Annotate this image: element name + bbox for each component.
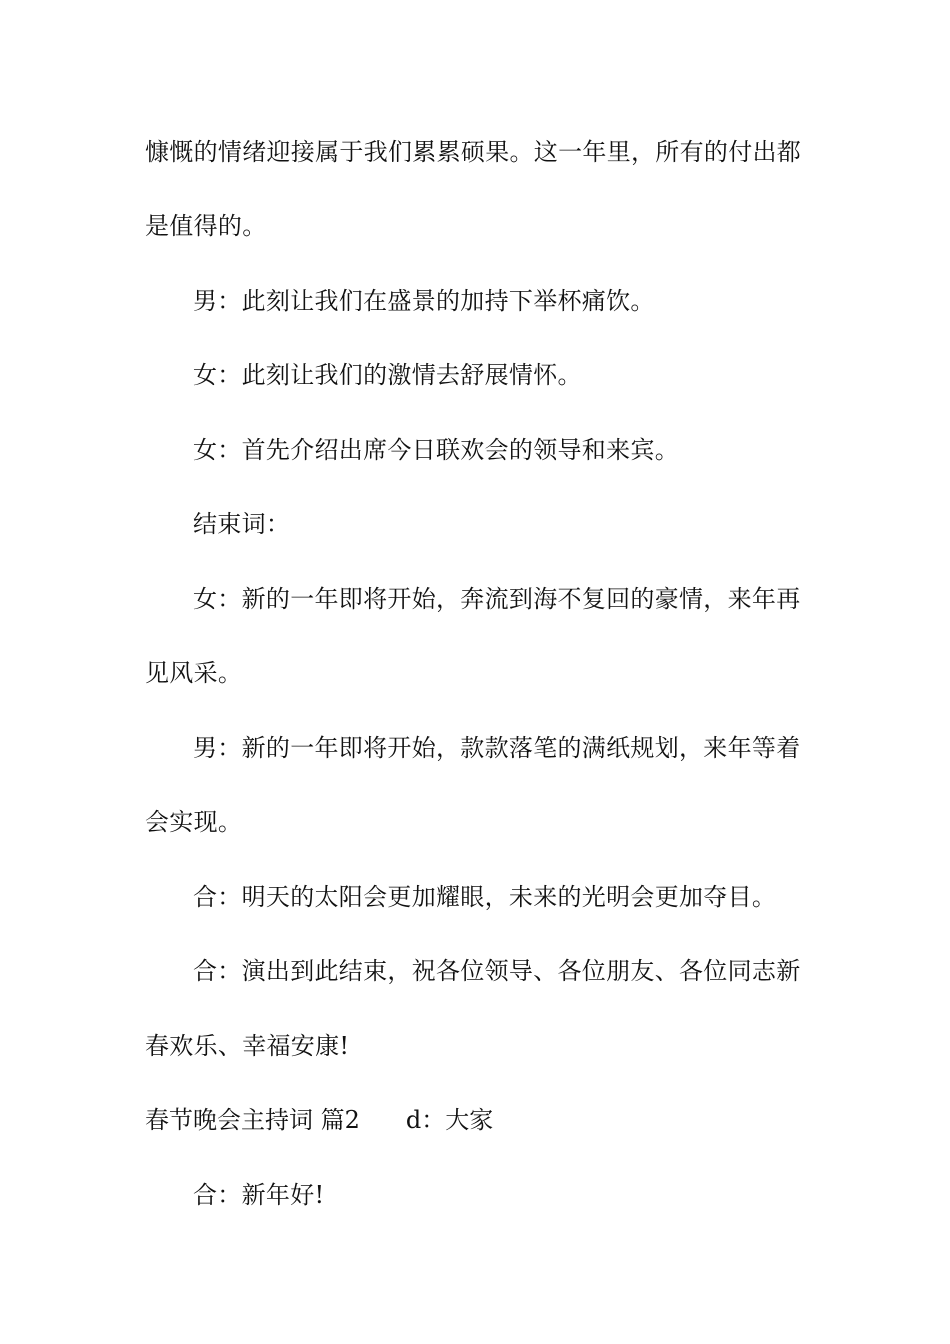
paragraph-line: 合：演出到此结束，祝各位领导、各位朋友、各位同志新 — [193, 957, 801, 985]
paragraph-line: 合：新年好! — [193, 1181, 325, 1209]
paragraph-line: 结束词： — [193, 510, 291, 538]
paragraph-line: 是值得的。 — [145, 212, 267, 240]
paragraph-line: 合：明天的太阳会更加耀眼，未来的光明会更加夺目。 — [193, 883, 777, 911]
section-heading — [145, 1105, 815, 1135]
paragraph-line: 女：首先介绍出席今日联欢会的领导和来宾。 — [193, 436, 679, 464]
section-title-suffix: d：大家 — [405, 1106, 494, 1134]
paragraph-line: 春欢乐、幸福安康! — [145, 1032, 350, 1060]
paragraph-line: 慷慨的情绪迎接属于我们累累硕果。这一年里，所有的付出都 — [145, 138, 802, 166]
section-title: 春节晚会主持词 篇2 — [145, 1106, 360, 1134]
paragraph-line: 会实现。 — [145, 808, 243, 836]
paragraph-line: 男：此刻让我们在盛景的加持下举杯痛饮。 — [193, 287, 655, 315]
paragraph-line: 男：新的一年即将开始，款款落笔的满纸规划，来年等着 — [193, 734, 801, 762]
paragraph-line: 见风采。 — [145, 659, 243, 687]
paragraph-line: 女：新的一年即将开始，奔流到海不复回的豪情，来年再 — [193, 585, 801, 613]
paragraph-line: 女：此刻让我们的激情去舒展情怀。 — [193, 361, 582, 389]
